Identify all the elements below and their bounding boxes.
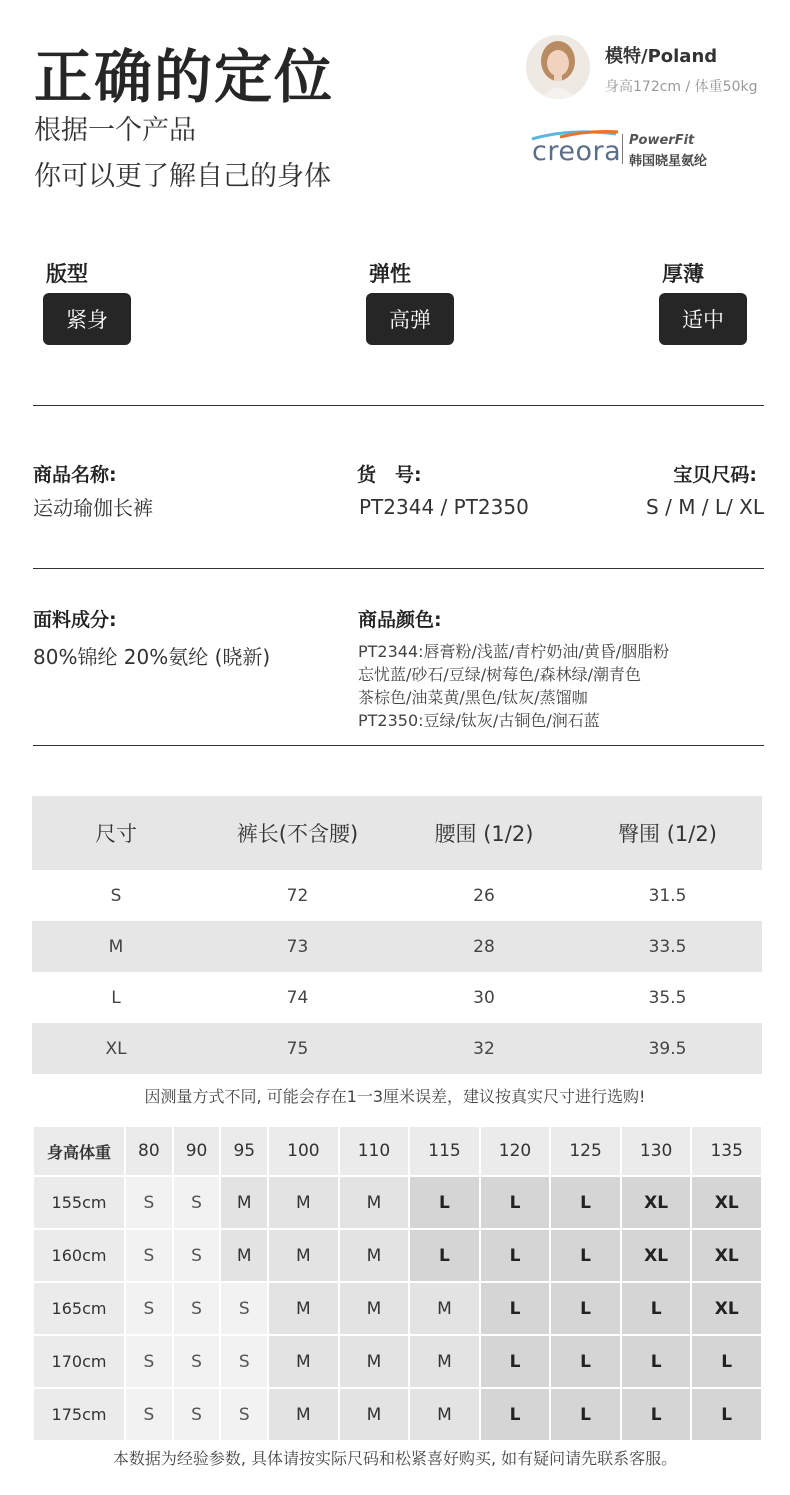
model-photo-illustration [526, 35, 590, 99]
colors-line: 茶棕色/油菜黄/黑色/钛灰/蒸馏咖 [358, 688, 588, 707]
weight-header: 115 [410, 1127, 479, 1175]
size-recommendation-cell: S [126, 1230, 172, 1281]
hip-cell: 39.5 [573, 1023, 762, 1074]
size-recommendation-cell: L [551, 1177, 620, 1228]
size-cell: L [111, 987, 121, 1008]
measurement-note: 因测量方式不同, 可能会存在1一3厘米误差，建议按真实尺寸进行选购! [144, 1087, 646, 1106]
size-recommendation-cell: L [622, 1283, 691, 1334]
sizes-value: S / M / L/ XL [646, 495, 764, 519]
size-recommendation-cell: L [481, 1336, 550, 1387]
size-recommendation-cell: M [221, 1177, 267, 1228]
hip-cell: 31.5 [648, 885, 687, 906]
colors-line: 忘忧蓝/砂石/豆绿/树莓色/森林绿/潮青色 [358, 665, 641, 684]
divider [33, 405, 764, 406]
logo-product-line: PowerFit [629, 133, 695, 148]
size-recommendation-cell: S [174, 1283, 220, 1334]
size-recommendation-cell: S [221, 1389, 267, 1440]
height-row-header: 170cm [34, 1336, 124, 1387]
size-recommendation-cell: L [622, 1389, 691, 1440]
weight-header: 100 [269, 1127, 338, 1175]
table-row [32, 870, 762, 921]
size-cell: M [32, 921, 200, 972]
table-row [32, 972, 762, 1023]
table-row [32, 1023, 762, 1074]
logo-divider [622, 134, 623, 164]
size-recommendation-cell: S [174, 1230, 220, 1281]
grid-corner-label: 身高体重 [34, 1127, 124, 1175]
logo-subtitle: 韩国晓星氨纶 [629, 154, 708, 169]
hip-cell: 35.5 [648, 987, 687, 1008]
length-header: 裤长(不含腰) [200, 796, 395, 870]
size-recommendation-cell: S [126, 1283, 172, 1334]
size-recommendation-cell: M [269, 1230, 338, 1281]
weight-header: 90 [174, 1127, 220, 1175]
divider [33, 745, 764, 746]
table-row [34, 1230, 761, 1281]
size-recommendation-cell: L [481, 1177, 550, 1228]
size-cell: S [110, 885, 122, 906]
divider [33, 568, 764, 569]
size-recommendation-cell: L [481, 1230, 550, 1281]
logo-wordmark: creora [532, 136, 622, 167]
size-recommendation-cell: S [126, 1389, 172, 1440]
size-recommendation-cell: M [340, 1283, 409, 1334]
size-recommendation-cell: M [269, 1389, 338, 1440]
page-title: 正确的定位 [34, 43, 335, 111]
hip-header: 臀围 (1/2) [573, 796, 762, 870]
size-recommendation-cell: S [126, 1177, 172, 1228]
colors-list [358, 640, 669, 732]
model-stats: 身高172cm / 体重50kg [605, 79, 758, 95]
size-recommendation-cell: S [126, 1336, 172, 1387]
size-recommendation-cell: M [340, 1389, 409, 1440]
size-recommendation-cell: XL [692, 1283, 761, 1334]
height-row-header: 155cm [34, 1177, 124, 1228]
size-recommendation-cell: M [269, 1283, 338, 1334]
size-cell: XL [32, 1023, 200, 1074]
product-name-label: 商品名称: [33, 464, 117, 486]
sizes-label: 宝贝尺码: [673, 464, 757, 486]
size-recommendation-cell: M [340, 1336, 409, 1387]
size-recommendation-cell: M [410, 1283, 479, 1334]
size-chart-header-row [32, 796, 762, 870]
weight-header: 135 [692, 1127, 761, 1175]
size-recommendation-cell: L [692, 1336, 761, 1387]
size-recommendation-cell: L [410, 1177, 479, 1228]
waist-header: 腰围 (1/2) [395, 796, 573, 870]
size-recommendation-grid [32, 1125, 763, 1442]
colors-label: 商品颜色: [358, 609, 442, 631]
height-row-header: 175cm [34, 1389, 124, 1440]
size-recommendation-cell: L [551, 1230, 620, 1281]
thickness-label: 厚薄 [662, 262, 704, 286]
colors-line: PT2350:豆绿/钛灰/古铜色/涧石蓝 [358, 711, 600, 730]
creora-logo [530, 130, 730, 170]
waist-cell: 32 [395, 1023, 573, 1074]
table-row [34, 1389, 761, 1440]
fabric-label: 面料成分: [33, 609, 117, 631]
weight-header: 110 [340, 1127, 409, 1175]
size-recommendation-cell: L [622, 1336, 691, 1387]
size-recommendation-cell: L [481, 1283, 550, 1334]
disclaimer-note: 本数据为经验参数, 具体请按实际尺码和松紧喜好购买, 如有疑问请先联系客服。 [112, 1449, 678, 1468]
fabric-value: 80%锦纶 20%氨纶 (晓新) [33, 645, 271, 669]
size-recommendation-cell: S [221, 1283, 267, 1334]
length-cell: 72 [286, 885, 309, 906]
size-recommendation-cell: L [692, 1389, 761, 1440]
size-recommendation-cell: XL [622, 1230, 691, 1281]
weight-header: 95 [221, 1127, 267, 1175]
weight-header-row [34, 1127, 761, 1175]
size-recommendation-cell: S [221, 1336, 267, 1387]
size-header: 尺寸 [32, 796, 200, 870]
hip-cell: 33.5 [573, 921, 762, 972]
model-avatar [526, 35, 590, 99]
subtitle-line-1: 根据一个产品 [34, 115, 196, 146]
fit-value-pill: 紧身 [43, 293, 131, 345]
elasticity-label: 弹性 [369, 262, 411, 286]
table-row [34, 1283, 761, 1334]
fit-label: 版型 [46, 262, 88, 286]
waist-cell: 30 [473, 987, 495, 1008]
size-recommendation-cell: M [269, 1336, 338, 1387]
table-row [34, 1177, 761, 1228]
size-recommendation-cell: L [551, 1283, 620, 1334]
weight-header: 130 [622, 1127, 691, 1175]
size-recommendation-cell: XL [622, 1177, 691, 1228]
height-row-header: 160cm [34, 1230, 124, 1281]
size-recommendation-cell: XL [692, 1230, 761, 1281]
size-recommendation-cell: M [221, 1230, 267, 1281]
size-recommendation-cell: L [551, 1389, 620, 1440]
weight-header: 120 [481, 1127, 550, 1175]
sku-label: 货 号: [357, 464, 422, 486]
sku-value: PT2344 / PT2350 [359, 495, 529, 519]
length-cell: 73 [200, 921, 395, 972]
weight-header: 125 [551, 1127, 620, 1175]
size-recommendation-cell: M [410, 1389, 479, 1440]
size-recommendation-cell: S [174, 1389, 220, 1440]
size-recommendation-cell: L [481, 1389, 550, 1440]
elasticity-value-pill: 高弹 [366, 293, 454, 345]
size-recommendation-cell: XL [692, 1177, 761, 1228]
subtitle-line-2: 你可以更了解自己的身体 [34, 161, 331, 192]
length-cell: 75 [200, 1023, 395, 1074]
waist-cell: 26 [473, 885, 495, 906]
colors-line: PT2344:唇膏粉/浅蓝/青柠奶油/黄昏/胭脂粉 [358, 642, 670, 661]
table-row [32, 921, 762, 972]
size-recommendation-cell: M [340, 1177, 409, 1228]
product-name-value: 运动瑜伽长裤 [33, 496, 153, 520]
size-recommendation-cell: S [174, 1177, 220, 1228]
thickness-value-pill: 适中 [659, 293, 747, 345]
size-recommendation-cell: M [340, 1230, 409, 1281]
size-recommendation-cell: M [269, 1177, 338, 1228]
size-chart-table [32, 796, 762, 1074]
size-recommendation-cell: S [174, 1336, 220, 1387]
size-recommendation-cell: L [410, 1230, 479, 1281]
height-row-header: 165cm [34, 1283, 124, 1334]
size-recommendation-cell: M [410, 1336, 479, 1387]
table-row [34, 1336, 761, 1387]
size-recommendation-cell: L [551, 1336, 620, 1387]
model-name: 模特/Poland [605, 46, 718, 67]
length-cell: 74 [286, 987, 309, 1008]
waist-cell: 28 [395, 921, 573, 972]
weight-header: 80 [126, 1127, 172, 1175]
